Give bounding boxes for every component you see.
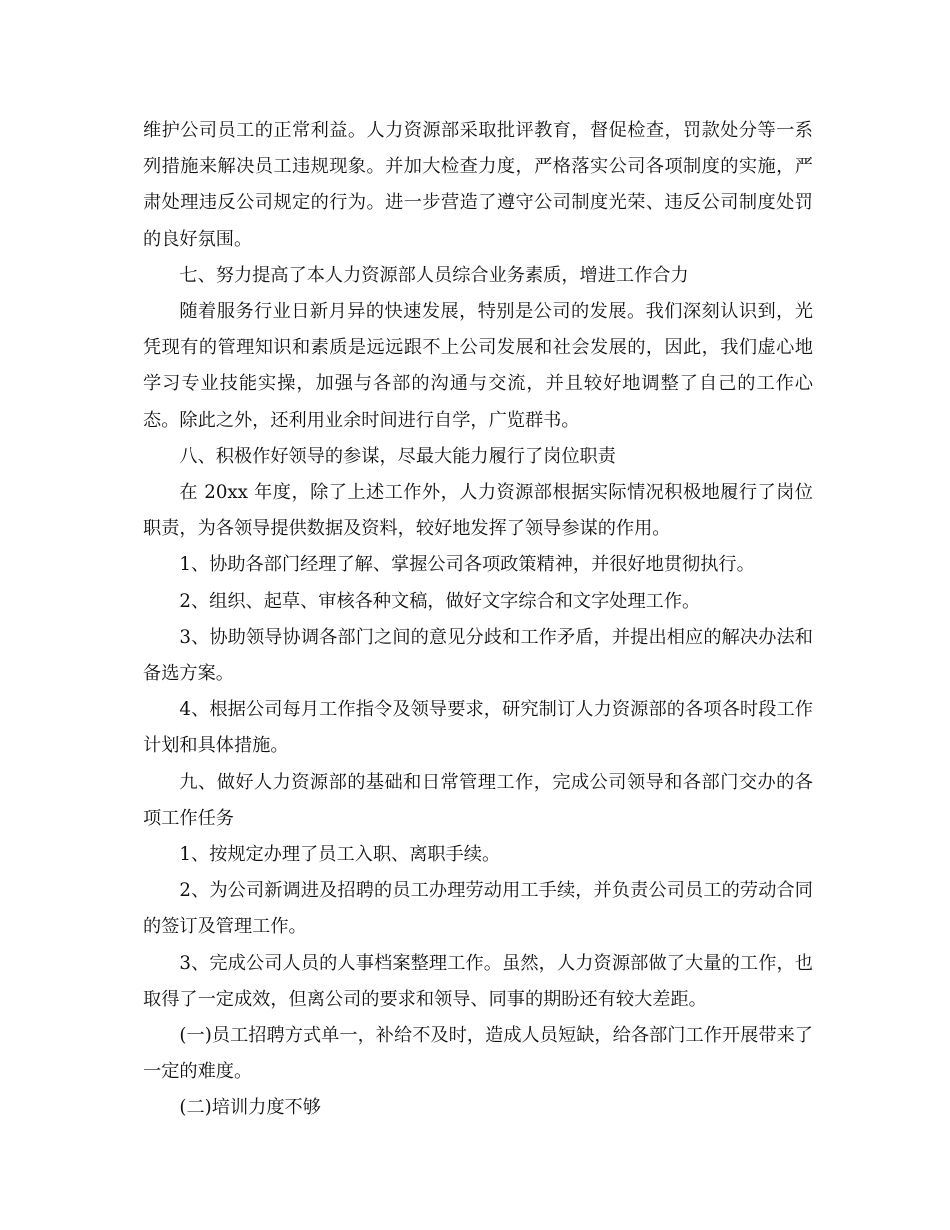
paragraph: 在 20xx 年度，除了上述工作外，人力资源部根据实际情况积极地履行了岗位职责，为各领导提供数据及资料，较好地发挥了领导参谋的作用。 xyxy=(143,482,813,540)
section-heading-8: 八、积极作好领导的参谋，尽最大能力履行了岗位职责 xyxy=(179,445,616,467)
sub-item: (二)培训力度不够 xyxy=(179,1097,321,1119)
section-heading-7: 七、努力提高了本人力资源部人员综合业务素质，增进工作合力 xyxy=(179,264,689,286)
list-item: 2、组织、起草、审核各种文稿，做好文字综合和文字处理工作。 xyxy=(179,590,701,612)
list-item: 2、为公司新调进及招聘的员工办理劳动用工手续，并负责公司员工的劳动合同的签订及管理工作。 xyxy=(143,880,813,938)
list-item: 1、按规定办理了员工入职、离职手续。 xyxy=(179,844,501,866)
paragraph-continuation: 维护公司员工的正常利益。人力资源部采取批评教育，督促检查，罚款处分等一系列措施来解决员工违规现象。并加大检查力度，严格落实公司各项制度的实施，严肃处理违反公司规定的行为。进一步营造了遵守公司制度光荣、违反公司制度处罚的良好氛围。 xyxy=(143,120,813,250)
paragraph: 随着服务行业日新月异的快速发展，特别是公司的发展。我们深刻认识到，光凭现有的管理知识和素质是远远跟不上公司发展和社会发展的，因此，我们虚心地学习专业技能实操，加强与各部的沟通与交流，并且较好地调整了自己的工作心态。除此之外，还利用业余时间进行自学，广览群书。 xyxy=(143,301,813,431)
list-item: 3、完成公司人员的人事档案整理工作。虽然，人力资源部做了大量的工作，也取得了一定成效，但离公司的要求和领导、同事的期盼还有较大差距。 xyxy=(143,952,813,1010)
sub-item: (一)员工招聘方式单一，补给不及时，造成人员短缺，给各部门工作开展带来了一定的难度。 xyxy=(143,1025,813,1083)
document-body xyxy=(143,113,813,1127)
list-item: 3、协助领导协调各部门之间的意见分歧和工作矛盾，并提出相应的解决办法和备选方案。 xyxy=(143,626,813,685)
section-heading-9: 九、做好人力资源部的基础和日常管理工作，完成公司领导和各部门交办的各项工作任务 xyxy=(143,771,813,829)
list-item: 1、协助各部门经理了解、掌握公司各项政策精神，并很好地贯彻执行。 xyxy=(179,554,755,576)
list-item: 4、根据公司每月工作指令及领导要求，研究制订人力资源部的各项各时段工作计划和具体措施。 xyxy=(143,699,813,757)
